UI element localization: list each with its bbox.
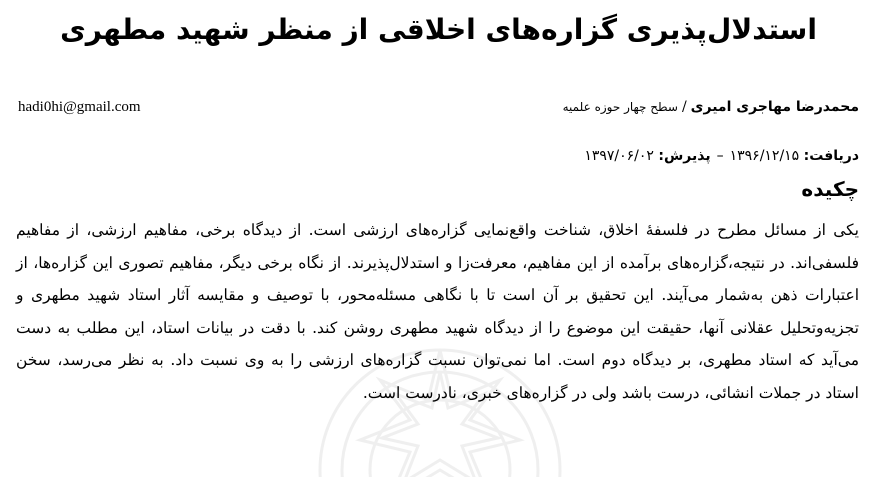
- received-date: ۱۳۹۶/۱۲/۱۵: [729, 148, 800, 164]
- received-label: دریافت:: [803, 148, 859, 164]
- accepted-label: پذیرش:: [658, 148, 711, 164]
- abstract-body: یکی از مسائل مطرح در فلسفهٔ اخلاق، شناخت واقع‌نمایی گزاره‌های ارزشی است. از دیدگاه برخی، مفاهیم ارزشی، از مفاهیم فلسفی‌اند. در نتیجه،گزاره‌های برآمده از این مفاهیم، معرفت‌زا و استدلال‌پذیرند. از نگاه برخی دیگر، مفاهیم تصوری این گزاره‌ها، از اعتبارات ذهن به‌شمار می‌آیند. این تحقیق بر آن است تا با نگاهی مسئله‌محور، با توصیف و مقایسه آثار استاد شهید مطهری و تجزیه‌وتحلیل عقلانی آنها، حقیقت این موضوع را از دیدگاه شهید مطهری روشن کند. با دقت در بیانات استاد، این مطلب به دست می‌آید که استاد مطهری، بر دیدگاه دوم است. اما نمی‌توان نسبت گزاره‌های ارزشی را به وی نسبت داد. به نظر می‌رسد، سخن استاد در جملات انشائی، درست باشد ولی در گزاره‌های خبری، نادرست است.: [16, 221, 860, 402]
- author-row: [18, 96, 859, 118]
- accepted-date: ۱۳۹۷/۰۶/۰۲: [584, 148, 654, 164]
- author-level: سطح چهار حوزه علمیه: [562, 100, 678, 114]
- author-info: [563, 96, 859, 118]
- author-separator: /: [681, 99, 687, 115]
- date-dash: –: [716, 148, 724, 164]
- article-title: استدلال‌پذیری گزاره‌های اخلاقی از منظر شهید مطهری: [60, 13, 817, 46]
- author-name: محمدرضا مهاجری امیری: [690, 99, 859, 115]
- abstract-heading: چکیده: [801, 177, 859, 201]
- author-email[interactable]: hadi0hi@gmail.com: [18, 99, 141, 115]
- submission-dates: [584, 145, 859, 167]
